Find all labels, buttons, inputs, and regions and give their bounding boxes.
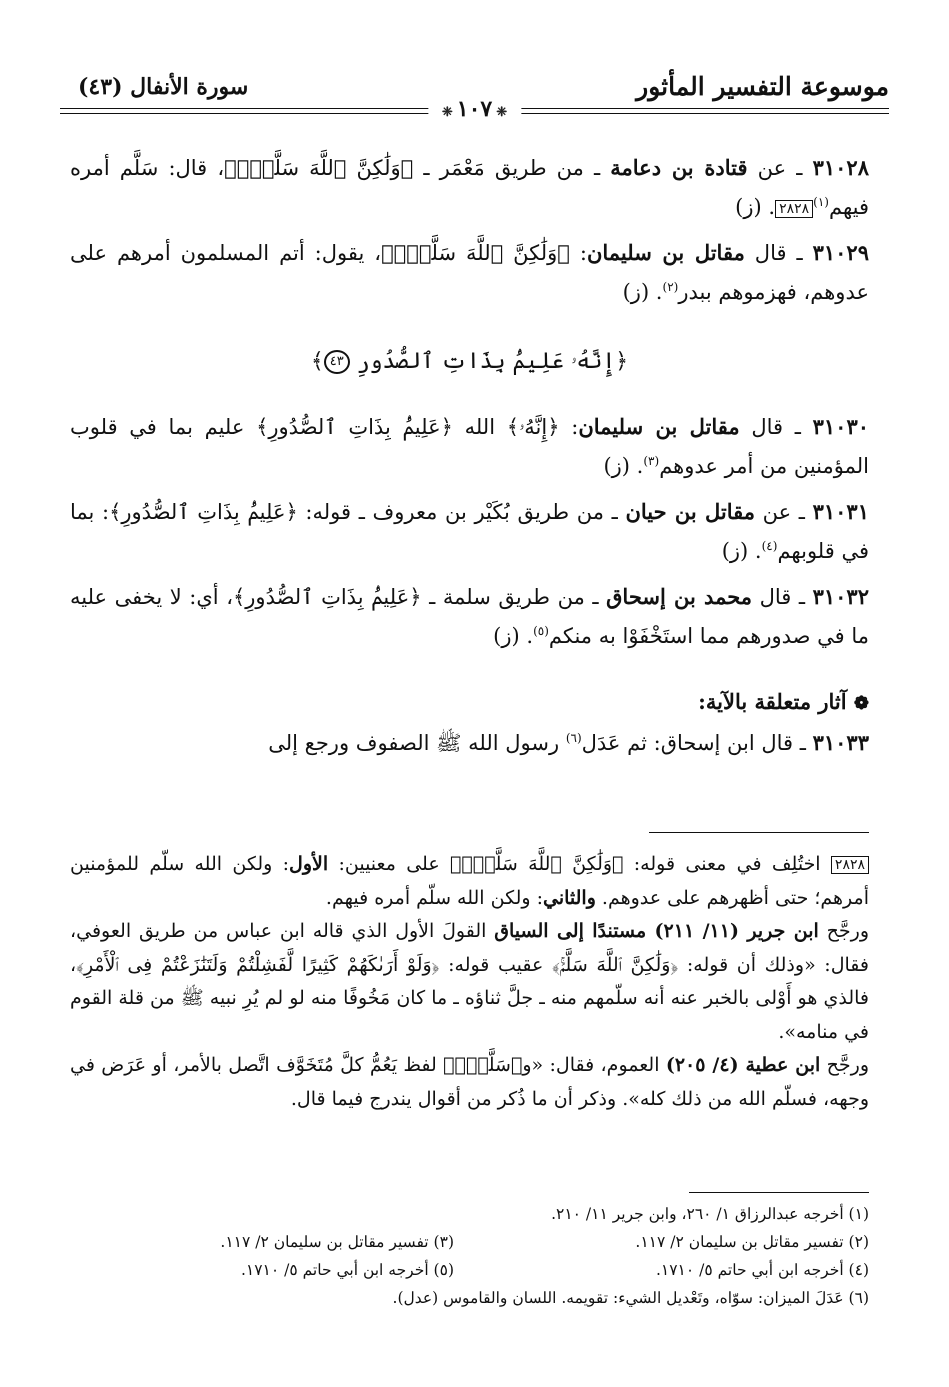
footnote-ref: (٥) bbox=[533, 624, 549, 638]
commentary-text: العموم، فقال: «و﴿سَلَّمَۚ﴾ لفظ يَعُمُّ كلَّ مُتَخَوَّف اتَّصل بالأمر، أو عَرَض في وجهه، فسلّم الله من ذلك كله». وذكر أن ما ذُكر من أقوال يندرج فيما قال. bbox=[70, 1054, 869, 1110]
athar-entry-31031 bbox=[70, 492, 869, 571]
commentary-text: : ولكن الله سلّم أمره فيهم. bbox=[325, 886, 543, 909]
entry-body: ـ من طريق بُكَيْر بن معروف ـ قوله: ﴿عَلِيمُۢ بِذَاتِ ٱلصُّدُورِ﴾: بما في قلوبهم bbox=[70, 500, 869, 563]
entry-body: رسول الله ﷺ الصفوف ورجع إلى bbox=[268, 731, 566, 755]
entry-tail: . (ز) bbox=[493, 624, 534, 648]
entry-tail: . (ز) bbox=[603, 454, 644, 478]
footnote-5: (٥) أخرجه ابن أبي حاتم ٥/ ١٧١٠. bbox=[240, 1261, 454, 1279]
footnotes bbox=[80, 1200, 869, 1312]
footnote-row bbox=[80, 1200, 869, 1228]
footnote-ref: (٤) bbox=[761, 539, 778, 553]
entry-number: ٣١٠٢٩ bbox=[812, 240, 869, 265]
entry-text: ـ قال bbox=[744, 241, 813, 265]
footnote-row bbox=[80, 1228, 869, 1256]
athar-entry-31028 bbox=[70, 148, 869, 227]
page-header bbox=[60, 68, 889, 128]
entry-text: ـ قال ابن إسحاق: ثم عَدَل bbox=[581, 731, 813, 755]
commentary-text: اختُلِف في معنى قوله: ﴿وَلَٰكِنَّ ٱللَّهَ سَلَّمَۚ﴾ على معنيين: bbox=[328, 853, 831, 875]
commentary-text: ورجَّح bbox=[820, 1054, 870, 1076]
footnote-ref: (٣) bbox=[643, 454, 660, 468]
entry-text: ـ عن bbox=[747, 156, 813, 180]
entry-body: ـ من طريق سلمة ـ ﴿عَلِيمُۢ بِذَاتِ ٱلصُّدُورِ﴾، أي: لا يخفى عليه ما في صدورهم مما استَخْفَوْا به منكم bbox=[70, 585, 869, 648]
commentary-paragraph bbox=[70, 915, 869, 1049]
commentary-separator bbox=[649, 832, 869, 833]
flower-ornament-icon: ❁ bbox=[853, 693, 869, 714]
ayah-number-badge: ٤٣ bbox=[324, 350, 350, 374]
page-number-wrap bbox=[428, 96, 521, 122]
commentary-paragraph bbox=[70, 848, 869, 915]
entry-tail: . (ز) bbox=[721, 539, 762, 563]
entry-number: ٣١٠٣٠ bbox=[812, 414, 870, 439]
entry-tail: . (ز) bbox=[735, 195, 776, 219]
footnote-row bbox=[80, 1284, 869, 1312]
commentary-text: ورجَّح bbox=[818, 920, 869, 942]
footnote-4: (٤) أخرجه ابن أبي حاتم ٥/ ١٧١٠. bbox=[655, 1261, 869, 1279]
commentary-paragraph bbox=[70, 1049, 869, 1116]
footnote-ref: (٢) bbox=[662, 280, 679, 294]
narrator-name: قتادة بن دعامة bbox=[610, 155, 748, 180]
section-title: آثار متعلقة بالآية: bbox=[698, 689, 847, 714]
entry-tail: . (ز) bbox=[622, 280, 663, 304]
entry-text: ـ قال bbox=[752, 585, 813, 609]
narrator-name: محمد بن إسحاق bbox=[606, 584, 753, 609]
athar-entry-31029 bbox=[70, 233, 869, 312]
footnote-1: (١) أخرجه عبدالرزاق ١/ ٢٦٠، وابن جرير ١١/ ٢١٠. bbox=[551, 1205, 869, 1223]
ornament-right-icon: ❈ bbox=[496, 105, 508, 120]
commentary-text: القولَ الأول الذي قاله ابن عباس من طريق العوفي، فقال: «وذلك أن قوله: ﴿وَلَٰكِنَّ ٱللَّهَ سَلَّمَۚ﴾ عقيب قوله: ﴿وَلَوْ أَرَىٰكَهُمْ كَثِيرًا لَّفَشِلْتُمْ وَلَتَنَٰزَعْتُمْ فِى ٱلْأَمْرِ﴾، فالذي هو أَوْلى بالخبر عنه أنه سلّمهم منه ـ جلَّ ثناؤه ـ ما كان مَخُوفًا منه لو لم يُرِ نبيه ﷺ من قلة القوم في منامه». bbox=[70, 920, 869, 1043]
book-title: موسوعة التفسير المأثور bbox=[636, 72, 889, 101]
footnote-row bbox=[80, 1256, 869, 1284]
athar-entry-31032 bbox=[70, 577, 869, 656]
narrator-name: مقاتل بن سليمان bbox=[586, 240, 745, 265]
ayah-close: ﴾ bbox=[310, 349, 324, 374]
entry-body: : ﴿إِنَّهُۥ﴾ الله ﴿عَلِيمُۢ بِذَاتِ ٱلصُّدُورِ﴾ عليم بما في قلوب المؤمنين من أمر عدوهم bbox=[70, 415, 869, 478]
commentary-block bbox=[70, 848, 869, 1116]
ornament-left-icon: ❈ bbox=[441, 105, 453, 120]
entry-text: ـ قال bbox=[739, 415, 813, 439]
footnote-6: (٦) عَدَلَ الميزان: سوّاه، وتَعْديل الشيء: تقويمه. اللسان والقاموس (عدل). bbox=[392, 1289, 869, 1307]
entry-text: ـ عن bbox=[754, 500, 813, 524]
commentary-ref-box: ٢٨٢٨ bbox=[831, 856, 869, 874]
surah-title: سورة الأنفال (٤٣) bbox=[78, 74, 249, 100]
page-number: ١٠٧ bbox=[456, 96, 493, 122]
entry-number: ٣١٠٢٨ bbox=[812, 155, 869, 180]
commentary-ref-box: ٢٨٢٨ bbox=[775, 200, 813, 218]
main-text bbox=[70, 148, 869, 769]
footnote-2: (٢) تفسير مقاتل بن سليمان ٢/ ١١٧. bbox=[635, 1233, 869, 1251]
footnote-separator bbox=[689, 1192, 869, 1193]
entry-body: ـ من طريق مَعْمَر ـ ﴿وَلَٰكِنَّ ٱللَّهَ سَلَّمَۚ﴾، قال: سَلَّم أمره فيهم bbox=[70, 156, 869, 219]
ayah-heading bbox=[70, 342, 869, 381]
ayah-text: ﴿إِنَّهُۥ عَلِيمُۢ بِذَاتِ ٱلصُّدُورِ bbox=[356, 349, 629, 374]
commentary-bold: ابن جرير (١١/ ٢١١) مستندًا إلى السياق bbox=[494, 920, 819, 942]
commentary-bold: ابن عطية (٤/ ٢٠٥) bbox=[665, 1054, 821, 1076]
entry-body: : ﴿وَلَٰكِنَّ ٱللَّهَ سَلَّمَۚ﴾، يقول: أتم المسلمون أمرهم على عدوهم، فهزموهم ببدر bbox=[70, 241, 869, 304]
narrator-name: مقاتل بن سليمان bbox=[578, 414, 740, 439]
entry-number: ٣١٠٣٣ bbox=[812, 730, 869, 755]
entry-number: ٣١٠٣٢ bbox=[812, 584, 869, 609]
commentary-bold: والثاني bbox=[542, 886, 596, 909]
athar-entry-31033 bbox=[70, 723, 869, 763]
commentary-bold: الأول bbox=[289, 853, 329, 875]
commentary-text: : ولكن الله سلّم للمؤمنين أمرهم؛ حتى أظهرهم على عدوهم. bbox=[70, 853, 869, 909]
athar-entry-31030 bbox=[70, 407, 869, 486]
footnote-3: (٣) تفسير مقاتل بن سليمان ٢/ ١١٧. bbox=[220, 1233, 454, 1251]
narrator-name: مقاتل بن حيان bbox=[625, 499, 755, 524]
footnote-ref: (٦) bbox=[565, 731, 582, 745]
section-heading bbox=[70, 682, 869, 723]
entry-number: ٣١٠٣١ bbox=[812, 499, 869, 524]
footnote-ref: (١) bbox=[813, 195, 829, 209]
